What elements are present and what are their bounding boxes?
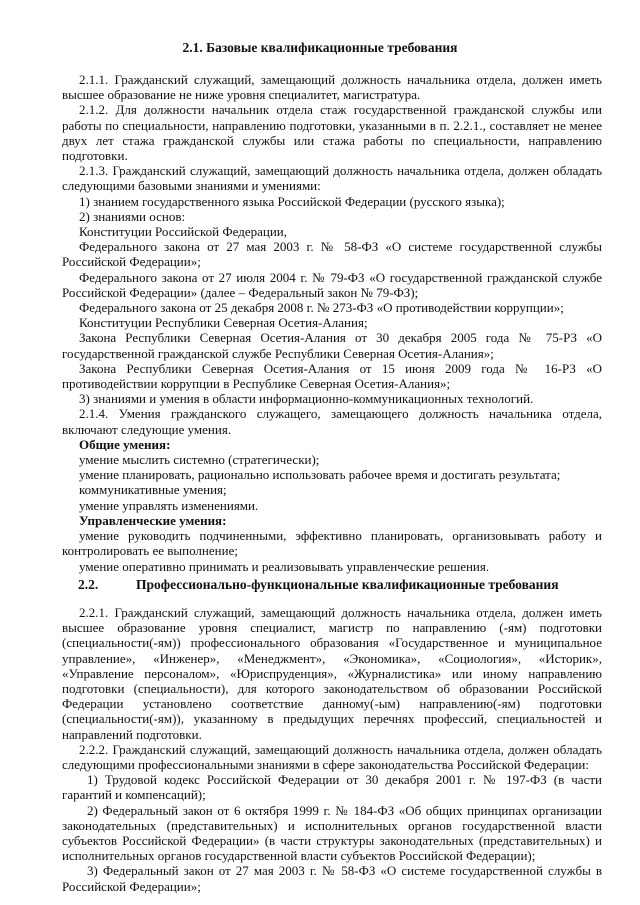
skill-item: умение оперативно принимать и реализовывать управленческие решения.: [79, 558, 490, 574]
law-item-184fz: 2) Федеральный закон от 6 октября 1999 г. № 184-ФЗ «Об общих принципах организации законодательных (представительных) и исполнительных органов государственной власти субъектов Российской Федерации» (в части структуры законодательных (представительных) и исполнительных органов государственной власти субъектов Российской Федерации);: [62, 802, 602, 864]
skill-item: умение мыслить системно (стратегически);: [79, 452, 320, 468]
law-item-197fz: 1) Трудовой кодекс Российской Федерации от 30 декабря 2001 г. № 197-ФЗ (в части гарантий и компенсаций);: [62, 772, 602, 803]
management-skills-heading: Управленческие умения:: [79, 512, 227, 528]
law-item-79fz: Федерального закона от 27 июля 2004 г. № 79-ФЗ «О государственной гражданской службе Российской Федерации» (далее – Федеральный закон № 79-ФЗ);: [62, 269, 602, 300]
general-skills-heading: Общие умения:: [79, 436, 171, 452]
section-heading-2-1: 2.1. Базовые квалификационные требования: [182, 40, 458, 55]
list-item-ict: 3) знаниями и умения в области информационно-коммуникационных технологий.: [79, 391, 534, 407]
paragraph-2-1-3: 2.1.3. Гражданский служащий, замещающий должность начальника отдела, должен обладать следующими базовыми знаниями и умениями:: [62, 163, 602, 194]
list-item-basics: 2) знаниями основ:: [79, 208, 186, 224]
section-2-1-body: [62, 72, 602, 574]
paragraph-2-2-1: 2.2.1. Гражданский служащий, замещающий должность начальника отдела, должен иметь высшее образование уровня специалист, магистр по направлению (-ям) подготовки (специальности(-ям)) профессионального образования «Государственное и муниципальное управление», «Инженер», «Менеджмент», «Экономика», «Социология», «Историк», «Управление персоналом», «Юриспруденция», «Журналистика» или иному направлению подготовки (специальности), для которого законодательством об образовании Российской Федерации установлено соответствие данному(-ым) направлению(-ям) подготовки (специальности(-ям)), указанному в предыдущих перечнях профессий, специальностей и направлений подготовки.: [62, 605, 602, 742]
skill-item: умение управлять изменениями.: [79, 497, 259, 513]
law-item-75rz: Закона Республики Северная Осетия-Алания от 30 декабря 2005 года № 75-РЗ «О государственной гражданской службе Республики Северная Осетия-Алания»;: [62, 330, 602, 361]
skill-item: коммуникативные умения;: [79, 482, 227, 498]
list-item-state-language: 1) знанием государственного языка Российской Федерации (русского языка);: [79, 193, 505, 209]
law-item-58fz-2: 3) Федеральный закон от 27 мая 2003 г. № 58-ФЗ «О системе государственной службы в Российской Федерации»;: [62, 863, 602, 894]
skill-item: умение планировать, рационально использовать рабочее время и достигать результата;: [79, 467, 561, 483]
section-heading-2-2: [78, 577, 618, 592]
paragraph-2-1-4: 2.1.4. Умения гражданского служащего, замещающего должность начальника отдела, включают следующие умения.: [62, 406, 602, 437]
section-number: 2.2.: [78, 577, 99, 592]
law-item-58fz: Федерального закона от 27 мая 2003 г. № 58-ФЗ «О системе государственной службы Российской Федерации»;: [62, 239, 602, 270]
law-item-273fz: Федерального закона от 25 декабря 2008 г. № 273-ФЗ «О противодействии коррупции»;: [79, 300, 564, 316]
section-title: Профессионально-функциональные квалификационные требования: [136, 577, 559, 592]
paragraph-2-2-2: 2.2.2. Гражданский служащий, замещающий должность начальника отдела, должен обладать следующими профессиональными знаниями в сфере законодательства Российской Федерации:: [62, 741, 602, 773]
law-item-constitution-rso: Конституции Республики Северная Осетия-Алания;: [79, 315, 368, 331]
law-item-16rz: Закона Республики Северная Осетия-Алания от 15 июня 2009 года № 16-РЗ «О противодействии коррупции в Республике Северная Осетия-Алания»;: [62, 360, 602, 392]
paragraph-2-1-2: 2.1.2. Для должности начальник отдела стаж государственной гражданской службы или работы по специальности, направлению подготовки, указанными в п. 2.2.1., составляет не менее двух лет стажа гражданской службы или стажа работы по специальности, направлению подготовки.: [62, 102, 602, 164]
paragraph-2-1-1: 2.1.1. Гражданский служащий, замещающий должность начальника отдела, должен иметь высшее образование не ниже уровня специалитет, магистратура.: [62, 72, 602, 103]
section-2-2-body: [62, 605, 602, 894]
law-item-constitution-rf: Конституции Российской Федерации,: [79, 224, 287, 240]
skill-item: умение руководить подчиненными, эффективно планировать, организовывать работу и контролировать ее выполнение;: [62, 528, 602, 559]
